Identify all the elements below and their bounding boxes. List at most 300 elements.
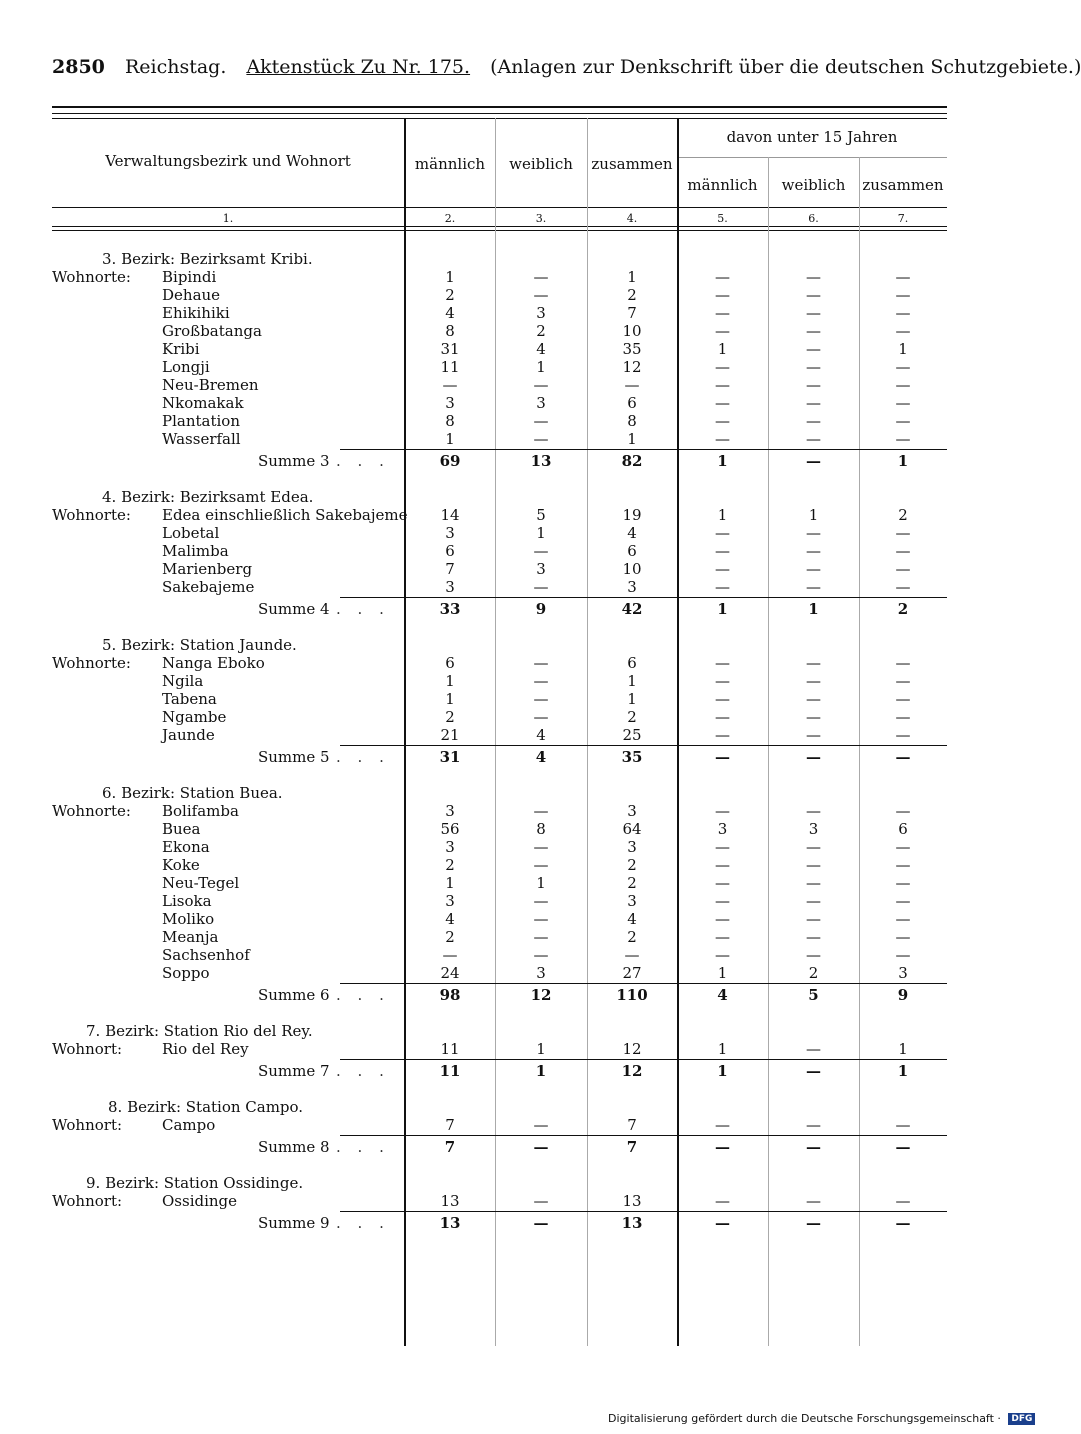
cell-col-7: — (895, 322, 911, 340)
place-name: Jaunde (162, 726, 215, 744)
cell-col-4: 2 (627, 708, 637, 726)
cell-col-4: 12 (621, 1062, 643, 1080)
table-row (52, 802, 947, 820)
table-row (52, 542, 947, 560)
district-label: 8. Bezirk: Station Campo. (108, 1098, 304, 1116)
cell-col-6: — (806, 874, 821, 892)
cell-col-3: 1 (535, 1062, 547, 1080)
cell-col-3: — (533, 856, 549, 874)
col-header-under15-female: weiblich (781, 176, 846, 194)
cell-col-6: 5 (808, 986, 819, 1004)
document-subtitle: (Anlagen zur Denkschrift über die deutschen Schutzgebiete.) (490, 56, 1081, 78)
cell-col-2: 13 (439, 1214, 461, 1232)
cell-col-3: — (533, 690, 549, 708)
table-row (52, 322, 947, 340)
cell-col-4: 1 (627, 430, 637, 448)
cell-col-3: — (533, 1192, 549, 1210)
cell-col-6: — (806, 708, 821, 726)
place-name: Ossidinge (162, 1192, 238, 1210)
cell-col-5: — (715, 708, 730, 726)
residence-prefix: Wohnorte: (52, 802, 131, 820)
cell-col-3: 3 (536, 394, 546, 412)
place-name: Malimba (162, 542, 229, 560)
sum-row (52, 600, 947, 618)
cell-col-4: 10 (622, 322, 642, 340)
place-name: Moliko (162, 910, 215, 928)
cell-col-4: 82 (621, 452, 643, 470)
cell-col-4: 2 (627, 286, 637, 304)
sum-row (52, 1062, 947, 1080)
cell-col-3: — (533, 1138, 549, 1156)
sum-row (52, 986, 947, 1004)
cell-col-3: 4 (535, 748, 547, 766)
cell-col-4: 13 (621, 1214, 643, 1232)
cell-col-2: 6 (445, 654, 455, 672)
cell-col-7: 1 (898, 340, 908, 358)
sum-row (52, 1138, 947, 1156)
place-name: Marienberg (162, 560, 253, 578)
place-name: Großbatanga (162, 322, 262, 340)
place-name: Ehikihiki (162, 304, 230, 322)
residence-prefix: Wohnort: (52, 1192, 123, 1210)
cell-col-7: — (895, 838, 911, 856)
cell-col-2: 33 (439, 600, 461, 618)
table-row (52, 856, 947, 874)
sum-row (52, 748, 947, 766)
column-numbers-rule (52, 226, 947, 231)
cell-col-6: 2 (808, 964, 819, 982)
place-name: Ngambe (162, 708, 227, 726)
cell-col-2: 11 (440, 1040, 460, 1058)
footer-text: Digitalisierung gefördert durch die Deutsche Forschungsgemeinschaft · (608, 1412, 1001, 1425)
cell-col-5: — (715, 1116, 730, 1134)
district-heading (52, 1098, 947, 1116)
cell-col-7: — (895, 394, 911, 412)
col-number-1: 1. (222, 212, 234, 225)
table-row (52, 376, 947, 394)
leader-dots: . . . (336, 600, 390, 618)
cell-col-7: — (895, 560, 911, 578)
cell-col-6: — (806, 690, 821, 708)
sum-label: Summe 6 (258, 986, 330, 1004)
residence-prefix: Wohnorte: (52, 268, 131, 286)
place-name: Bolifamba (162, 802, 239, 820)
cell-col-4: 6 (627, 542, 637, 560)
cell-col-5: — (715, 928, 730, 946)
cell-col-3: — (533, 672, 549, 690)
cell-col-5: — (715, 394, 730, 412)
cell-col-6: — (806, 430, 821, 448)
cell-col-4: 35 (621, 748, 643, 766)
cell-col-4: 8 (627, 412, 637, 430)
place-name: Koke (162, 856, 200, 874)
dfg-logo: DFG (1008, 1413, 1035, 1425)
cell-col-4: 2 (627, 928, 637, 946)
place-name: Ngila (162, 672, 204, 690)
cell-col-6: — (806, 748, 821, 766)
cell-col-2: 31 (439, 748, 461, 766)
place-name: Nkomakak (162, 394, 244, 412)
cell-col-5: 3 (717, 820, 728, 838)
district-label: 5. Bezirk: Station Jaunde. (102, 636, 297, 654)
cell-col-6: — (806, 322, 821, 340)
col-number-5: 5. (717, 212, 728, 225)
cell-col-5: — (715, 412, 730, 430)
cell-col-5: 1 (717, 452, 728, 470)
cell-col-5: 1 (717, 340, 728, 358)
cell-col-3: — (533, 946, 549, 964)
cell-col-7: — (895, 672, 911, 690)
cell-col-7: — (895, 726, 911, 744)
cell-col-7: 1 (898, 1040, 908, 1058)
cell-col-7: — (895, 874, 911, 892)
table-row (52, 672, 947, 690)
leader-dots: . . . (336, 986, 390, 1004)
cell-col-7: — (895, 286, 911, 304)
table-row (52, 412, 947, 430)
cell-col-6: — (806, 340, 821, 358)
cell-col-5: — (715, 376, 730, 394)
cell-col-2: 98 (439, 986, 461, 1004)
cell-col-4: 10 (622, 560, 642, 578)
table-row (52, 1040, 947, 1058)
cell-col-7: — (895, 412, 911, 430)
cell-col-2: 7 (445, 1116, 455, 1134)
table-row (52, 726, 947, 744)
table-row (52, 430, 947, 448)
cell-col-6: — (806, 524, 821, 542)
digitization-credit (608, 1412, 1033, 1430)
cell-col-7: — (895, 748, 911, 766)
sum-rule (340, 449, 947, 450)
cell-col-7: 6 (898, 820, 908, 838)
table-row (52, 524, 947, 542)
cell-col-6: — (806, 838, 821, 856)
cell-col-7: — (895, 542, 911, 560)
cell-col-5: — (715, 672, 730, 690)
cell-col-4: 6 (627, 394, 637, 412)
cell-col-3: 2 (536, 322, 546, 340)
table-top-rule (52, 118, 947, 119)
cell-col-7: — (895, 856, 911, 874)
cell-col-4: 19 (622, 506, 642, 524)
table-row (52, 928, 947, 946)
residence-prefix: Wohnort: (52, 1116, 123, 1134)
place-name: Neu-Tegel (162, 874, 240, 892)
col-number-6: 6. (808, 212, 819, 225)
cell-col-3: 1 (536, 524, 546, 542)
cell-col-7: 1 (897, 1062, 909, 1080)
cell-col-2: 3 (445, 838, 455, 856)
sum-rule (340, 1211, 947, 1212)
col-number-2: 2. (444, 212, 456, 225)
cell-col-7: — (895, 708, 911, 726)
cell-col-4: 4 (627, 524, 637, 542)
cell-col-2: 31 (440, 340, 460, 358)
col-header-under-15: davon unter 15 Jahren (726, 128, 898, 146)
cell-col-5: — (715, 578, 730, 596)
cell-col-4: 110 (616, 986, 648, 1004)
place-name: Soppo (162, 964, 210, 982)
cell-col-3: 3 (536, 964, 546, 982)
cell-col-3: 3 (536, 304, 546, 322)
cell-col-6: — (806, 394, 821, 412)
cell-col-6: — (806, 452, 821, 470)
cell-col-4: 7 (627, 304, 637, 322)
cell-col-3: 13 (530, 452, 552, 470)
place-name: Kribi (162, 340, 200, 358)
col-header-under15-total: zusammen (862, 176, 944, 194)
cell-col-4: 25 (622, 726, 642, 744)
cell-col-5: — (715, 910, 730, 928)
residence-prefix: Wohnorte: (52, 506, 131, 524)
cell-col-2: 56 (440, 820, 460, 838)
cell-col-3: — (533, 708, 549, 726)
cell-col-6: — (806, 412, 821, 430)
place-name: Neu-Bremen (162, 376, 259, 394)
cell-col-6: — (806, 672, 821, 690)
sum-label: Summe 4 (258, 600, 330, 618)
cell-col-5: — (715, 542, 730, 560)
cell-col-4: 4 (627, 910, 637, 928)
district-heading (52, 250, 947, 268)
place-name: Wasserfall (162, 430, 241, 448)
table-row (52, 304, 947, 322)
district-heading (52, 636, 947, 654)
cell-col-6: — (806, 856, 821, 874)
cell-col-7: — (895, 1138, 911, 1156)
cell-col-2: 3 (445, 524, 455, 542)
place-name: Buea (162, 820, 201, 838)
cell-col-6: — (806, 726, 821, 744)
table-row (52, 708, 947, 726)
cell-col-4: 7 (627, 1116, 637, 1134)
cell-col-7: 9 (897, 986, 909, 1004)
cell-col-5: 1 (717, 506, 728, 524)
cell-col-5: — (715, 1214, 730, 1232)
district-heading (52, 1174, 947, 1192)
place-name: Sakebajeme (162, 578, 255, 596)
cell-col-3: 1 (536, 358, 546, 376)
cell-col-5: — (715, 856, 730, 874)
cell-col-6: — (806, 542, 821, 560)
document-title: Aktenstück Zu Nr. 175. (246, 56, 471, 78)
col-header-location: Verwaltungsbezirk und Wohnort (105, 152, 351, 170)
cell-col-2: 11 (439, 1062, 461, 1080)
cell-col-2: 11 (440, 358, 460, 376)
cell-col-3: — (533, 910, 549, 928)
cell-col-3: 9 (535, 600, 547, 618)
residence-prefix: Wohnort: (52, 1040, 123, 1058)
cell-col-5: — (715, 726, 730, 744)
cell-col-3: — (533, 286, 549, 304)
cell-col-5: — (715, 358, 730, 376)
table-row (52, 838, 947, 856)
cell-col-7: — (895, 1214, 911, 1232)
place-name: Campo (162, 1116, 216, 1134)
cell-col-5: — (715, 430, 730, 448)
cell-col-5: — (715, 892, 730, 910)
cell-col-5: — (715, 268, 730, 286)
cell-col-6: — (806, 654, 821, 672)
cell-col-5: — (715, 748, 730, 766)
place-name: Bipindi (162, 268, 217, 286)
cell-col-3: 1 (536, 874, 546, 892)
cell-col-2: 69 (439, 452, 461, 470)
cell-col-6: — (806, 928, 821, 946)
header-rule (52, 106, 947, 114)
leader-dots: . . . (336, 1062, 390, 1080)
cell-col-3: — (533, 654, 549, 672)
cell-col-7: — (895, 690, 911, 708)
cell-col-5: — (715, 1192, 730, 1210)
cell-col-4: — (624, 376, 640, 394)
cell-col-3: — (533, 578, 549, 596)
table-row (52, 1192, 947, 1210)
cell-col-4: 6 (627, 654, 637, 672)
cell-col-7: — (895, 304, 911, 322)
district-label: 9. Bezirk: Station Ossidinge. (86, 1174, 304, 1192)
page-header (52, 56, 1081, 86)
cell-col-5: 1 (717, 600, 728, 618)
cell-col-6: — (806, 1040, 821, 1058)
table-row (52, 340, 947, 358)
cell-col-5: — (715, 322, 730, 340)
cell-col-6: — (806, 1138, 821, 1156)
sum-label: Summe 3 (258, 452, 330, 470)
cell-col-4: 35 (622, 340, 642, 358)
cell-col-2: 1 (445, 430, 455, 448)
sum-row (52, 1214, 947, 1232)
cell-col-2: 2 (445, 708, 455, 726)
cell-col-6: — (806, 376, 821, 394)
cell-col-7: 3 (898, 964, 908, 982)
cell-col-4: 3 (627, 892, 637, 910)
table-row (52, 910, 947, 928)
cell-col-3: — (533, 412, 549, 430)
place-name: Ekona (162, 838, 210, 856)
leader-dots: . . . (336, 452, 390, 470)
sum-rule (340, 1135, 947, 1136)
table-row (52, 394, 947, 412)
cell-col-3: — (533, 928, 549, 946)
cell-col-4: 27 (622, 964, 642, 982)
cell-col-7: 1 (897, 452, 909, 470)
cell-col-5: — (715, 654, 730, 672)
district-label: 3. Bezirk: Bezirksamt Kribi. (102, 250, 313, 268)
publication-title: Reichstag. (124, 56, 227, 78)
place-name: Nanga Eboko (162, 654, 265, 672)
cell-col-7: — (895, 268, 911, 286)
cell-col-3: 4 (536, 726, 546, 744)
cell-col-7: — (895, 376, 911, 394)
cell-col-6: — (806, 1116, 821, 1134)
table-row (52, 1116, 947, 1134)
cell-col-4: 3 (627, 838, 637, 856)
cell-col-5: — (715, 1138, 730, 1156)
leader-dots: . . . (336, 1214, 390, 1232)
table-row (52, 892, 947, 910)
cell-col-2: 8 (445, 322, 455, 340)
cell-col-4: 1 (627, 672, 637, 690)
cell-col-2: 2 (445, 286, 455, 304)
cell-col-4: 64 (622, 820, 642, 838)
cell-col-7: — (895, 892, 911, 910)
sum-label: Summe 9 (258, 1214, 330, 1232)
cell-col-6: — (806, 910, 821, 928)
cell-col-4: 1 (627, 690, 637, 708)
cell-col-3: 8 (536, 820, 546, 838)
district-heading (52, 1022, 947, 1040)
cell-col-2: 3 (445, 394, 455, 412)
district-label: 4. Bezirk: Bezirksamt Edea. (102, 488, 314, 506)
cell-col-2: 24 (440, 964, 460, 982)
cell-col-2: 7 (444, 1138, 456, 1156)
place-name: Tabena (162, 690, 217, 708)
cell-col-3: — (533, 892, 549, 910)
cell-col-6: — (806, 268, 821, 286)
cell-col-7: — (895, 430, 911, 448)
cell-col-6: 3 (808, 820, 819, 838)
cell-col-3: — (533, 802, 549, 820)
cell-col-5: — (715, 286, 730, 304)
cell-col-2: 1 (445, 874, 455, 892)
district-heading (52, 488, 947, 506)
place-name: Sachsenhof (162, 946, 250, 964)
table-row (52, 506, 947, 524)
cell-col-5: — (715, 802, 730, 820)
cell-col-4: 1 (627, 268, 637, 286)
cell-col-5: — (715, 524, 730, 542)
cell-col-3: 12 (530, 986, 552, 1004)
cell-col-7: 2 (897, 600, 909, 618)
cell-col-6: 1 (808, 600, 819, 618)
cell-col-5: 1 (717, 1040, 728, 1058)
cell-col-3: — (533, 268, 549, 286)
cell-col-3: 4 (536, 340, 546, 358)
cell-col-3: 1 (536, 1040, 546, 1058)
district-label: 7. Bezirk: Station Rio del Rey. (86, 1022, 313, 1040)
table-row (52, 964, 947, 982)
cell-col-6: — (806, 286, 821, 304)
sum-label: Summe 5 (258, 748, 330, 766)
cell-col-3: — (533, 1214, 549, 1232)
cell-col-4: 2 (627, 856, 637, 874)
cell-col-5: — (715, 838, 730, 856)
cell-col-4: 3 (627, 578, 637, 596)
sum-rule (340, 1059, 947, 1060)
place-name: Meanja (162, 928, 219, 946)
cell-col-2: 1 (445, 268, 455, 286)
cell-col-7: — (895, 1116, 911, 1134)
table-row (52, 654, 947, 672)
table-row (52, 560, 947, 578)
cell-col-2: 21 (440, 726, 460, 744)
table-row (52, 286, 947, 304)
cell-col-7: 2 (898, 506, 908, 524)
cell-col-4: 42 (621, 600, 643, 618)
residence-prefix: Wohnorte: (52, 654, 131, 672)
cell-col-6: — (806, 892, 821, 910)
place-name: Rio del Rey (162, 1040, 249, 1058)
page-number: 2850 (52, 56, 105, 78)
cell-col-4: 12 (622, 358, 642, 376)
cell-col-5: 1 (717, 1062, 728, 1080)
cell-col-6: — (806, 1062, 821, 1080)
cell-col-2: 6 (445, 542, 455, 560)
sum-row (52, 452, 947, 470)
cell-col-2: 4 (445, 910, 455, 928)
